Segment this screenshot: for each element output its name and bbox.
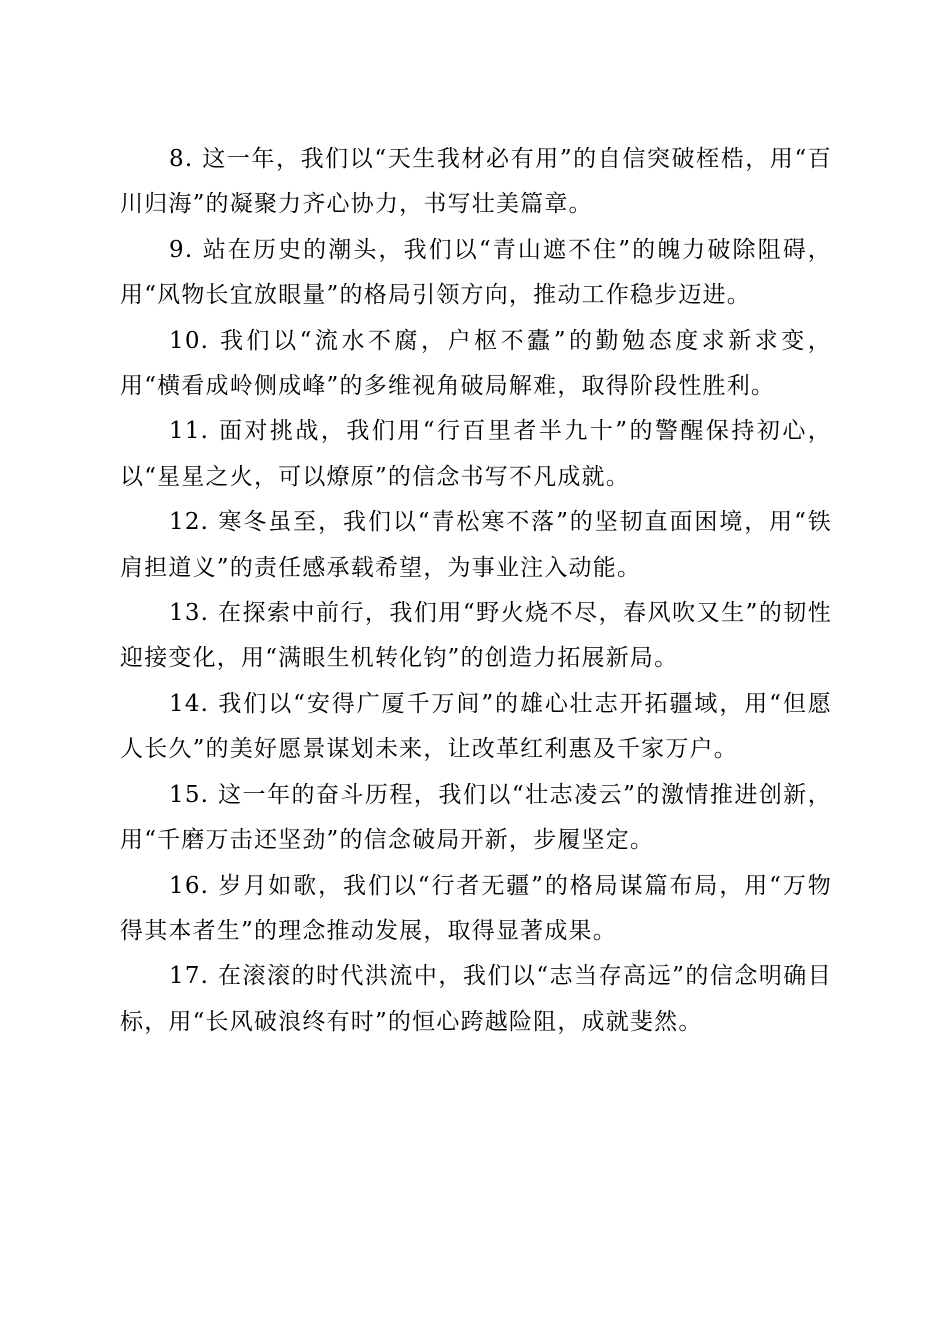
- paragraph-16: 16. 岁月如歌，我们以“行者无疆”的格局谋篇布局，用“万物得其本者生”的理念推动发展，取得显著成果。: [120, 872, 832, 944]
- paragraph-10: 10. 我们以“流水不腐，户枢不蠹”的勤勉态度求新求变，用“横看成岭侧成峰”的多维视角破局解难，取得阶段性胜利。: [120, 327, 832, 400]
- paragraph-15: 15. 这一年的奋斗历程，我们以“壮志凌云”的激情推进创新，用“千磨万击还坚劲”的信念破局开新，步履坚定。: [120, 781, 832, 854]
- paragraph-17: 17. 在滚滚的时代洪流中，我们以“志当存高远”的信念明确目标，用“长风破浪终有时”的恒心跨越险阻，成就斐然。: [120, 963, 832, 1035]
- paragraph-9: 9. 站在历史的潮头，我们以“青山遮不住”的魄力破除阻碍，用“风物长宜放眼量”的格局引领方向，推动工作稳步迈进。: [120, 236, 832, 309]
- paragraph-14: 14. 我们以“安得广厦千万间”的雄心壮志开拓疆域，用“但愿人长久”的美好愿景谋划未来，让改革红利惠及千家万户。: [120, 690, 832, 763]
- document-body: [120, 137, 832, 1045]
- paragraph-12: 12. 寒冬虽至，我们以“青松寒不落”的坚韧直面困境，用“铁肩担道义”的责任感承载希望，为事业注入动能。: [120, 509, 832, 581]
- paragraph-11: 11. 面对挑战，我们用“行百里者半九十”的警醒保持初心，以“星星之火，可以燎原”的信念书写不凡成就。: [120, 418, 832, 490]
- paragraph-13: 13. 在探索中前行，我们用“野火烧不尽，春风吹又生”的韧性迎接变化，用“满眼生机转化钧”的创造力拓展新局。: [120, 600, 832, 672]
- paragraph-8: 8. 这一年，我们以“天生我材必有用”的自信突破桎梏，用“百川归海”的凝聚力齐心协力，书写壮美篇章。: [120, 146, 832, 218]
